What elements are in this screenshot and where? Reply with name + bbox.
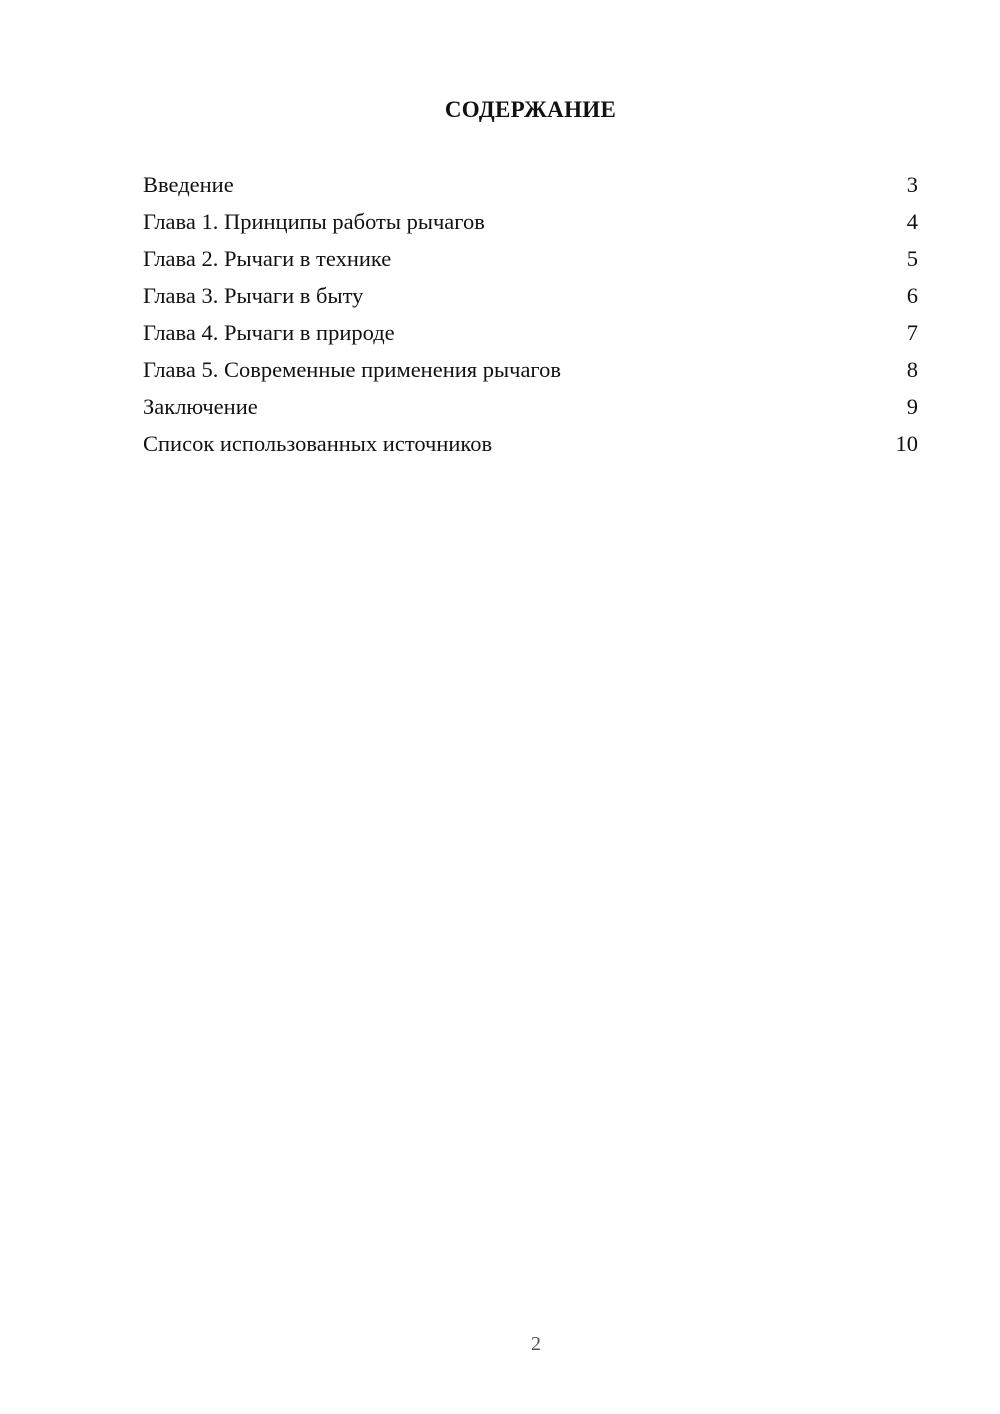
toc-entry xyxy=(143,281,918,318)
toc-entry xyxy=(143,207,918,244)
toc-entry-title: Глава 2. Рычаги в технике xyxy=(143,246,392,271)
toc-entry-page: 9 xyxy=(906,394,918,419)
toc-entry xyxy=(143,170,918,207)
toc-entry-page: 8 xyxy=(906,357,918,382)
toc-entry-title: Список использованных источников xyxy=(143,431,493,456)
toc-entry xyxy=(143,244,918,281)
page-title: СОДЕРЖАНИЕ xyxy=(444,97,617,122)
page-number: 2 xyxy=(531,1333,541,1355)
toc-entry-page: 5 xyxy=(906,246,918,271)
toc-entry-title: Введение xyxy=(143,172,234,197)
toc-entry-page: 3 xyxy=(906,172,918,197)
toc-entry-title: Глава 3. Рычаги в быту xyxy=(143,283,364,308)
toc-entry-title: Глава 5. Современные применения рычагов xyxy=(143,357,561,382)
toc-entry-title: Глава 1. Принципы работы рычагов xyxy=(143,209,485,234)
toc-entry-page: 6 xyxy=(906,283,918,308)
toc-entry-page: 4 xyxy=(906,209,918,234)
table-of-contents xyxy=(143,170,918,466)
toc-entry-page: 10 xyxy=(895,431,918,456)
toc-entry-title: Заключение xyxy=(143,394,258,419)
toc-entry-page: 7 xyxy=(906,320,918,345)
toc-entry xyxy=(143,429,918,466)
toc-entry xyxy=(143,318,918,355)
toc-entry xyxy=(143,355,918,392)
toc-entry xyxy=(143,392,918,429)
toc-entry-title: Глава 4. Рычаги в природе xyxy=(143,320,395,345)
